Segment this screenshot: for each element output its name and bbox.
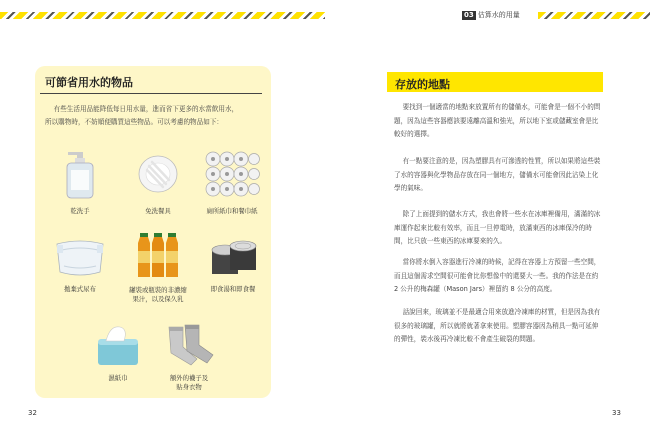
paragraph-5: 話說回來，玻璃並不是最適合用來放進冷凍庫的材質，但是因為我有很多的玻璃罐，所以就將就著拿來使用。塑膠容器因為稍具一點可延伸的彈性，裝水後再冷凍比較不會產生破裂的問題。	[394, 308, 601, 343]
wet-wipes-icon	[94, 323, 142, 367]
item-caption: 額外的襪子及	[169, 374, 209, 382]
page-number-left: 32	[28, 409, 37, 417]
item-juice-bottles	[118, 233, 198, 304]
page-number-right: 33	[612, 409, 621, 417]
decorative-stripe-left	[0, 12, 325, 19]
chapter-title: 估算水的用量	[477, 11, 520, 19]
item-caption-line-2: 果汁，以及保久乳	[132, 295, 184, 303]
socks-icon	[163, 323, 215, 367]
paragraph-1: 要找到一個適當的地點來放置所有的儲備水，可能會是一個不小的問題，因為這些容器應該要遠離高溫和強光，所以地下室或儲藏室會是比較好的選擇。	[394, 103, 601, 138]
chapter-header	[462, 10, 538, 21]
item-hand-sanitizer	[52, 150, 108, 216]
title-divider	[40, 93, 262, 94]
chapter-number: 03	[464, 11, 474, 19]
water-saving-items-panel	[35, 66, 271, 398]
item-caption: 乾洗手	[70, 207, 90, 215]
left-intro-line-2: 所以購物時，不妨順便購買這些物品。可以考慮的物品如下：	[45, 118, 224, 126]
left-section-title: 可節省用水的物品	[45, 76, 133, 89]
item-caption: 廁所紙巾和餐巾紙	[206, 207, 258, 215]
item-caption: 罐裝或瓶裝的非濃縮	[129, 286, 187, 294]
item-canned-food	[200, 238, 266, 294]
item-caption: 拋棄式尿布	[64, 285, 96, 293]
item-caption-line-2: 貼身衣物	[176, 383, 202, 391]
item-diaper	[50, 238, 110, 294]
juice-bottles-icon	[134, 233, 182, 279]
paragraph-2: 有一點要注意的是，因為塑膠具有可滲透的性質，所以如果將這些裝了水的容器與化學物品存放在同一個地方，儲備水可能會因此沾染上化學的氣味。	[394, 157, 601, 192]
item-toilet-paper	[196, 150, 268, 216]
paragraph-4: 當你將水倒入容器進行冷凍的時候，記得在容器上方預留一些空間，而且這個需求空間很可能會比你想像中的還要大一些。我的作法是在約 2 公升的梅森罐（Mason Jars）裡留約 8 公分的高度。	[394, 258, 601, 293]
diaper-icon	[54, 238, 106, 278]
hand-sanitizer-icon	[60, 150, 100, 200]
left-intro-line-1: 有些生活用品能降低每日用水量，進而省下更多的水當飲用水，	[53, 105, 239, 113]
item-caption: 即食湯和即食餐	[210, 285, 256, 293]
item-disposable-tableware	[122, 150, 194, 216]
disposable-tableware-icon	[135, 150, 181, 200]
item-wet-wipes	[88, 323, 148, 383]
item-caption: 免洗餐具	[145, 207, 171, 215]
canned-food-icon	[208, 238, 258, 278]
item-caption: 濕紙巾	[108, 374, 128, 382]
paragraph-3: 除了上面提到的儲水方式，我也會將一些水在冰庫裡備用，滿滿的冰庫運作起來比較有效率，而且一旦停電時，放滿東西的冰庫保冷的時間，比只放一些東西的冰庫要來的久。	[394, 210, 601, 245]
right-section-title: 存放的地點	[395, 78, 450, 91]
toilet-paper-icon	[204, 150, 260, 200]
decorative-stripe-right	[538, 12, 650, 19]
item-socks	[156, 323, 222, 392]
